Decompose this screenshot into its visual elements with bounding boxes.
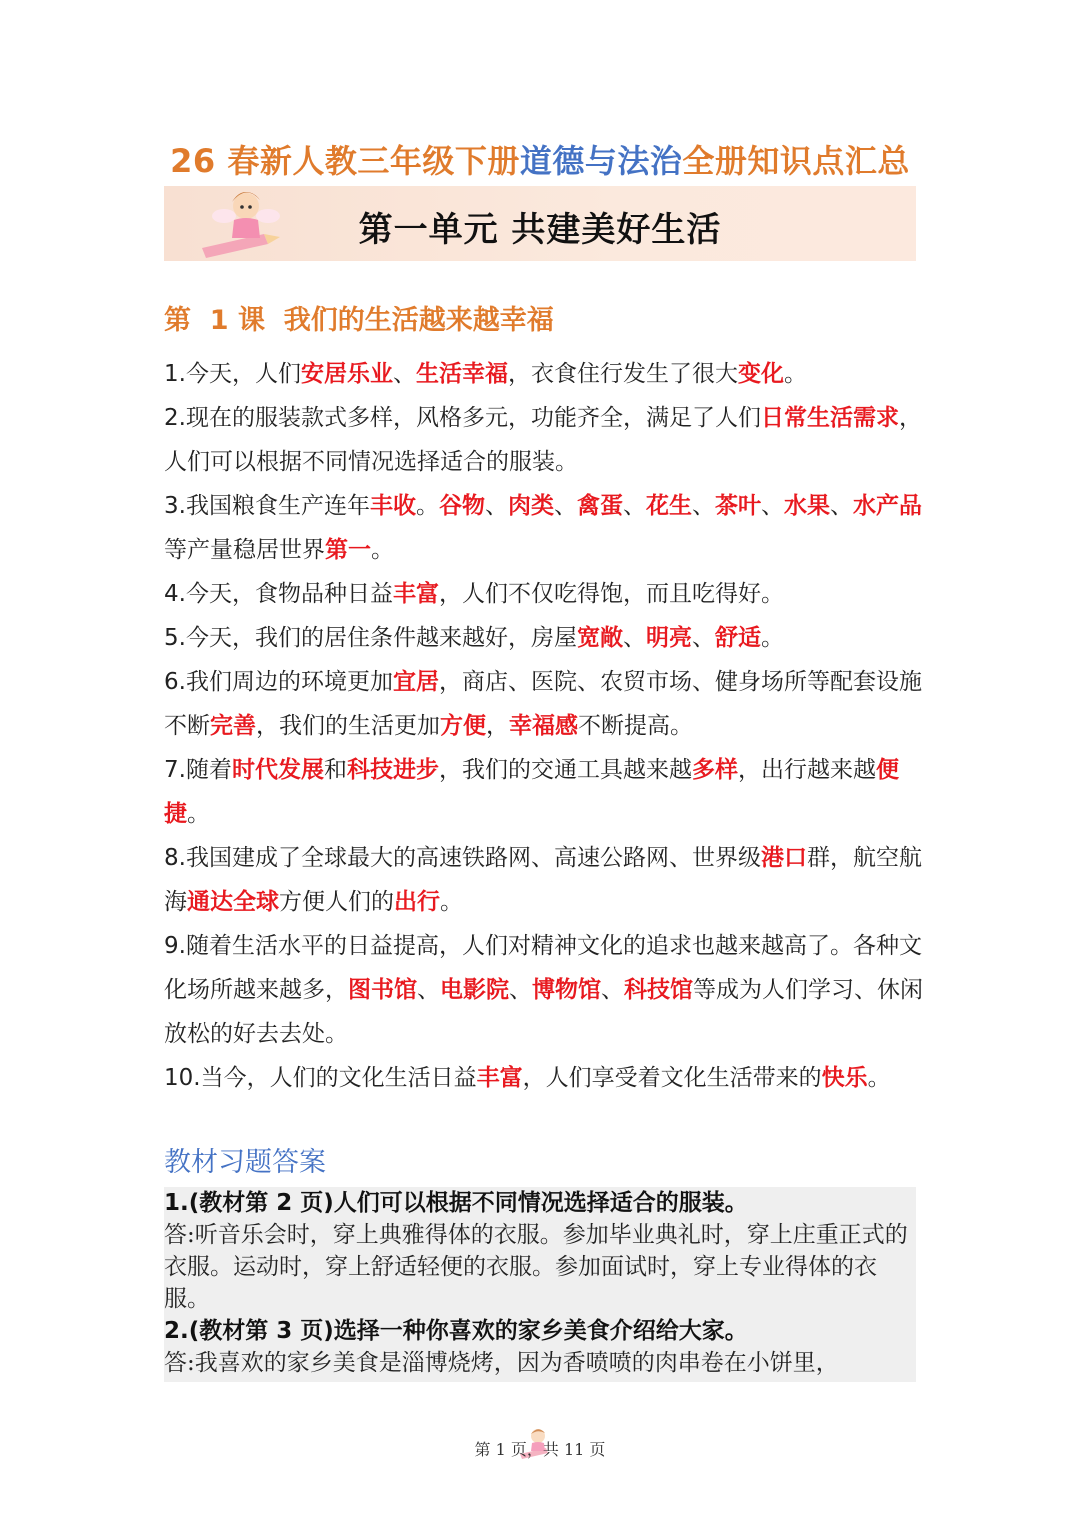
point-text: 、	[691, 493, 715, 519]
key-term: 肉类	[507, 493, 554, 519]
unit-banner	[164, 186, 916, 261]
knowledge-point	[164, 660, 924, 748]
key-term: 方便	[440, 713, 486, 739]
knowledge-point	[164, 396, 924, 484]
key-term: 生活幸福	[415, 361, 508, 387]
key-term: 幸福感	[509, 713, 578, 739]
point-text: 、	[509, 977, 532, 1003]
point-text: 。	[440, 889, 463, 915]
knowledge-point	[164, 352, 924, 396]
exercise-question-2: 2.(教材第 3 页)选择一种你喜欢的家乡美食介绍给大家。	[164, 1318, 748, 1344]
key-term: 变化	[737, 361, 784, 387]
point-text: ，我们的生活更加	[256, 713, 440, 739]
point-text: 今天，食物品种日益	[185, 581, 393, 607]
point-text: 。	[371, 537, 394, 563]
point-text: 等成为人们学习、休闲放松的好去去处。	[164, 977, 923, 1047]
point-text: 今天，我们的居住条件越来越好，房屋	[185, 625, 577, 651]
key-term: 博物馆	[532, 977, 601, 1003]
point-text: 、	[622, 625, 646, 651]
key-term: 水果	[783, 493, 830, 519]
key-term: 茶叶	[714, 493, 761, 519]
key-term: 通达全球	[187, 889, 279, 915]
title-part-grade: 26 春新人教三年级下册	[170, 142, 520, 180]
knowledge-point	[164, 484, 924, 572]
point-text: ，	[486, 713, 509, 739]
point-text: 、	[484, 493, 508, 519]
page-footer: 第 1 页，共 11 页	[474, 1440, 606, 1459]
key-term: 安居乐业	[300, 361, 393, 387]
point-text: ，我们的交通工具越来越	[438, 757, 692, 783]
key-term: 舒适	[714, 625, 761, 651]
title-part-subject: 道德与法治	[519, 142, 683, 180]
key-term: 丰收	[369, 493, 416, 519]
key-term: 谷物	[438, 493, 485, 519]
key-term: 时代发展	[231, 757, 324, 783]
point-text: 今天，人们	[185, 361, 301, 387]
key-term: 丰富	[392, 581, 439, 607]
point-text: ，人们享受着文化生活带来的	[522, 1065, 822, 1091]
point-number: 3.	[164, 493, 186, 519]
key-term: 科技进步	[346, 757, 439, 783]
key-term: 明亮	[645, 625, 692, 651]
lesson-title: 第 1 课 我们的生活越来越幸福	[164, 305, 554, 336]
point-text: 。	[187, 801, 210, 827]
point-number: 7.	[164, 757, 186, 783]
point-text: 、	[622, 493, 646, 519]
knowledge-point	[164, 616, 924, 660]
exercise-question-1: 1.(教材第 2 页)人们可以根据不同情况选择适合的服装。	[164, 1190, 748, 1216]
point-text: 、	[601, 977, 624, 1003]
key-term: 快乐	[821, 1065, 868, 1091]
key-term: 日常生活需求	[760, 405, 899, 431]
key-term: 图书馆	[348, 977, 417, 1003]
point-text: 我们周边的环境更加	[185, 669, 393, 695]
knowledge-point	[164, 836, 924, 924]
point-text: ，出行越来越	[737, 757, 876, 783]
point-number: 9.	[164, 933, 186, 959]
point-text: 我国建成了全球最大的高速铁路网、高速公路网、世界级	[185, 845, 761, 871]
knowledge-point	[164, 1056, 924, 1100]
key-term: 花生	[645, 493, 692, 519]
point-text: ，商店、医院、农贸市场、健身场所等配套设施不断	[164, 669, 922, 739]
point-number: 5.	[164, 625, 186, 651]
point-text: 和	[323, 757, 347, 783]
point-text: ，衣食住行发生了很大	[507, 361, 738, 387]
point-text: 不断提高。	[578, 713, 693, 739]
key-term: 科技馆	[624, 977, 693, 1003]
key-term: 丰富	[476, 1065, 523, 1091]
document-title	[0, 136, 1080, 182]
key-term: 出行	[394, 889, 440, 915]
exercise-answer-1: 答:听音乐会时，穿上典雅得体的衣服。参加毕业典礼时，穿上庄重正式的衣服。运动时，穿上舒适轻便的衣服。参加面试时，穿上专业得体的衣服。	[164, 1222, 908, 1312]
point-text: 、	[553, 493, 577, 519]
knowledge-point	[164, 572, 924, 616]
knowledge-points	[164, 352, 924, 1100]
key-term: 禽蛋	[576, 493, 623, 519]
knowledge-point	[164, 748, 924, 836]
point-text: 、	[417, 977, 440, 1003]
key-term: 宜居	[392, 669, 439, 695]
point-number: 8.	[164, 845, 186, 871]
key-term: 便捷	[164, 757, 899, 827]
point-text: 方便人们的	[279, 889, 394, 915]
key-term: 水产品	[852, 493, 922, 519]
key-term: 完善	[210, 713, 256, 739]
point-text: 。	[760, 625, 784, 651]
point-text: ，人们不仅吃得饱，而且吃得好。	[438, 581, 784, 607]
point-number: 1.	[164, 361, 186, 387]
point-text: 随着	[185, 757, 232, 783]
exercise-section-title: 教材习题答案	[164, 1147, 326, 1178]
key-term: 宽敞	[576, 625, 623, 651]
point-number: 6.	[164, 669, 186, 695]
point-number: 2.	[164, 405, 186, 431]
point-text: 、	[392, 361, 416, 387]
point-text: 。	[415, 493, 439, 519]
point-text: 当今，人们的文化生活日益	[200, 1065, 477, 1091]
point-text: 。	[867, 1065, 891, 1091]
key-term: 电影院	[440, 977, 509, 1003]
point-text: 。	[783, 361, 807, 387]
point-text: 、	[691, 625, 715, 651]
point-text: 、	[760, 493, 784, 519]
title-part-summary: 全册知识点汇总	[682, 142, 910, 180]
point-text: ，人们可以根据不同情况选择适合的服装。	[164, 405, 922, 475]
point-text: 随着生活水平的日益提高，人们对精神文化的追求也越来越高了。各种文化场所越来越多，	[164, 933, 922, 1003]
unit-title: 第一单元 共建美好生活	[358, 210, 722, 250]
point-text: 我国粮食生产连年	[185, 493, 370, 519]
key-term: 多样	[691, 757, 738, 783]
point-text: 现在的服装款式多样，风格多元，功能齐全，满足了人们	[185, 405, 761, 431]
point-number: 4.	[164, 581, 186, 607]
exercise-answer-2: 答:我喜欢的家乡美食是淄博烧烤，因为香喷喷的肉串卷在小饼里，	[164, 1350, 839, 1376]
exercise-answers	[164, 1187, 916, 1382]
key-term: 第一	[325, 537, 371, 563]
knowledge-point	[164, 924, 924, 1056]
point-text: 、	[829, 493, 853, 519]
point-text: 群，航空航海	[164, 845, 922, 915]
point-number: 10.	[164, 1065, 201, 1091]
point-text: 等产量稳居世界	[164, 537, 325, 563]
key-term: 港口	[760, 845, 807, 871]
